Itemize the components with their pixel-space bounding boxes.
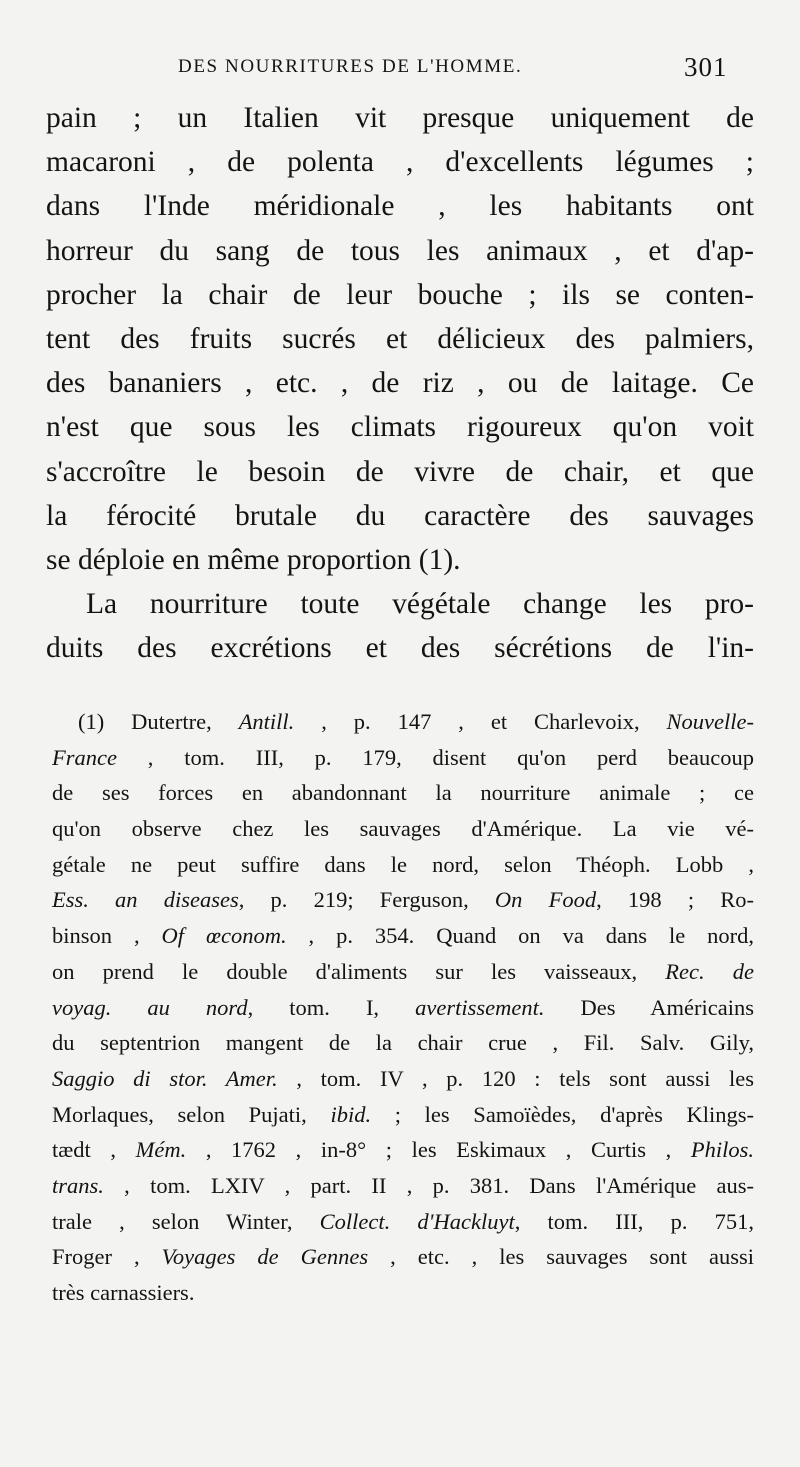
body-line: se déploie en même proportion (1). xyxy=(46,543,461,576)
footnote-line xyxy=(52,882,754,918)
footnote-line xyxy=(52,1132,754,1168)
footnote xyxy=(52,704,754,1311)
footnote-text-italic: France xyxy=(52,744,117,770)
footnote-text: , etc. , les sauvages sont aussi xyxy=(368,1244,754,1270)
footnote-line xyxy=(52,954,754,990)
footnote-text: Morlaques, selon Pujati, xyxy=(52,1101,331,1127)
footnote-text-italic: Saggio di stor. Amer. xyxy=(52,1065,278,1091)
footnote-line xyxy=(52,740,754,776)
body-line: La nourriture toute végétale change les pro- xyxy=(86,588,754,621)
footnote-line: qu'on observe chez les sauvages d'Amérique. La vie vé- xyxy=(52,816,754,842)
footnote-text-italic: ibid. xyxy=(330,1101,372,1127)
footnote-text-italic: Nouvelle- xyxy=(666,709,754,734)
footnote-text: Des Américains xyxy=(544,994,754,1020)
footnote-text: trale , selon Winter, xyxy=(52,1208,320,1234)
body-line: macaroni , de polenta , d'excellents légumes ; xyxy=(46,146,754,179)
running-head xyxy=(0,52,800,82)
footnote-text-italic: Of œconom. xyxy=(161,923,287,949)
running-title: DES NOURRITURES DE L'HOMME. xyxy=(178,56,523,77)
body-line: procher la chair de leur bouche ; ils se conten- xyxy=(46,278,754,311)
footnote-text: , 1762 , in-8° ; les Eskimaux , Curtis , xyxy=(186,1137,691,1163)
footnote-text-italic: Ess. an diseases xyxy=(52,887,239,913)
footnote-text: (1) Dutertre, xyxy=(78,709,239,734)
footnote-text: , tom. I, xyxy=(247,994,416,1020)
page-number: 301 xyxy=(684,52,728,82)
footnote-line xyxy=(52,918,754,954)
footnote-text: , p. 147 , et Charlevoix, xyxy=(294,709,667,734)
body-line: pain ; un Italien vit presque uniquement de xyxy=(46,102,754,134)
footnote-line: gétale ne peut suffire dans le nord, selon Théoph. Lobb , xyxy=(52,851,754,877)
footnote-text-italic: voyag. au nord xyxy=(52,994,248,1020)
footnote-line xyxy=(52,1061,754,1097)
body-line: des bananiers , etc. , de riz , ou de laitage. Ce xyxy=(46,367,754,400)
footnote-text: , 198 ; Ro- xyxy=(596,887,754,913)
footnote-line xyxy=(52,1239,754,1275)
body-line: s'accroître le besoin de vivre de chair, et que xyxy=(46,455,754,488)
footnote-text-italic: On Food xyxy=(494,887,597,913)
footnote-line: très carnassiers. xyxy=(52,1280,195,1305)
body-line: tent des fruits sucrés et délicieux des palmiers, xyxy=(46,322,754,355)
body-line: la férocité brutale du caractère des sauvages xyxy=(46,499,754,532)
footnote-text-italic: avertissement. xyxy=(415,994,545,1020)
footnote-text-italic: Rec. de xyxy=(665,958,754,984)
footnote-text: , tom. IV , p. 120 : tels sont aussi les xyxy=(277,1065,754,1091)
footnote-line: du septentrion mangent de la chair crue , Fil. Salv. Gily, xyxy=(52,1030,754,1056)
footnote-text: , p. 219; Ferguson, xyxy=(238,887,495,913)
footnote-text: , tom. LXIV , part. II , p. 381. Dans l'Amérique aus- xyxy=(103,1172,754,1198)
footnote-line: de ses forces en abandonnant la nourriture animale ; ce xyxy=(52,780,754,806)
body-line: n'est que sous les climats rigoureux qu'on voit xyxy=(46,411,754,444)
footnote-text-italic: Mém. xyxy=(135,1137,187,1163)
footnote-text: ; les Samoïèdes, d'après Klings- xyxy=(371,1101,754,1127)
footnote-text: Froger , xyxy=(52,1244,162,1270)
footnote-line xyxy=(52,1168,754,1204)
footnote-text: , tom. III, p. 179, disent qu'on perd beaucoup xyxy=(116,744,754,770)
footnote-line xyxy=(52,704,754,740)
footnote-text-italic: Collect. d'Hackluyt xyxy=(319,1208,515,1234)
footnote-line xyxy=(52,1097,754,1133)
body-line: duits des excrétions et des sécrétions de l'in- xyxy=(46,632,754,665)
body-line: horreur du sang de tous les animaux , et d'ap- xyxy=(46,234,754,267)
footnote-line xyxy=(52,1204,754,1240)
footnote-text: , tom. III, p. 751, xyxy=(514,1208,754,1234)
footnote-text: binson , xyxy=(52,923,162,949)
footnote-text: tædt , xyxy=(52,1137,136,1163)
footnote-text-italic: trans. xyxy=(52,1172,104,1198)
footnote-text-italic: Voyages de Gennes xyxy=(161,1244,369,1270)
footnote-text-italic: Antill. xyxy=(238,709,295,734)
footnote-text: on prend le double d'aliments sur les vaisseaux, xyxy=(52,958,666,984)
footnote-text: , p. 354. Quand on va dans le nord, xyxy=(286,923,754,949)
body-line: dans l'Inde méridionale , les habitants ont xyxy=(46,190,754,223)
footnote-text-italic: Philos. xyxy=(690,1137,755,1163)
body-text xyxy=(46,96,754,670)
footnote-line xyxy=(52,990,754,1026)
